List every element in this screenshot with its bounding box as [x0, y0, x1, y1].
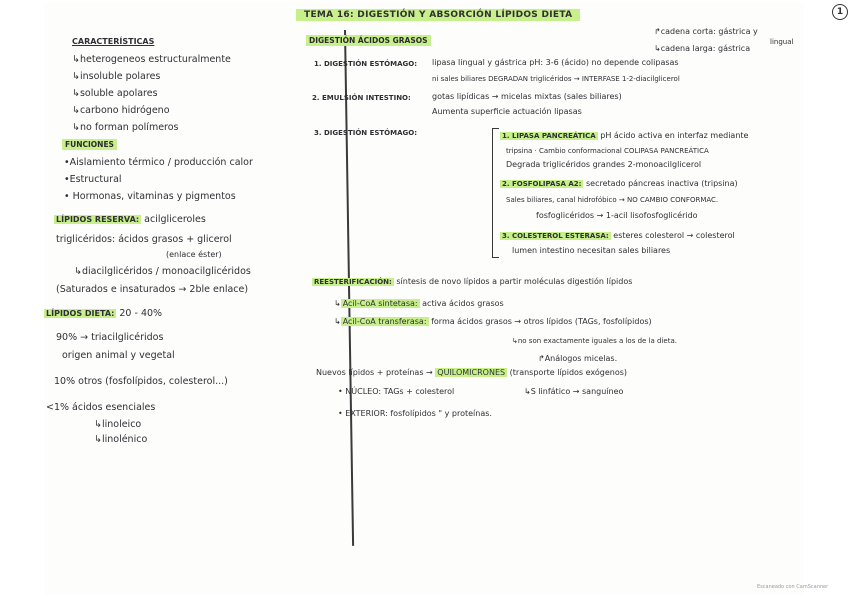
- s3-heading: 3. DIGESTIÓN ESTÓMAGO:: [314, 129, 418, 137]
- funciones-heading: FUNCIONES: [62, 139, 117, 150]
- s2-heading: 2. EMULSIÓN INTESTINO:: [312, 94, 411, 102]
- caracteristica-3: ↳soluble apolares: [72, 88, 158, 99]
- nucleo-line: • NÚCLEO: TAGs + colesterol: [338, 387, 455, 396]
- s2-line-1: gotas lipídicas → micelas mixtas (sales biliares): [432, 92, 622, 101]
- page-title: TEMA 16: DIGESTIÓN Y ABSORCIÓN LÍPIDOS DIETA: [296, 9, 580, 21]
- scanner-watermark: Escaneado con CamScanner: [757, 584, 829, 590]
- reserva-text: acilgliceroles: [144, 214, 206, 225]
- dieta-90: 90% → triacilglicéridos: [56, 332, 164, 343]
- quilomicrones: QUILOMICRONES: [437, 368, 506, 377]
- caracteristica-2: ↳insoluble polares: [72, 71, 161, 82]
- caracteristicas-heading: CARACTERÍSTICAS: [72, 37, 155, 46]
- b3-line-1: 3. COLESTEROL ESTERASA: esteres colesterol → colesterol: [502, 231, 735, 240]
- cadena-larga: ↳cadena larga: gástrica: [654, 44, 751, 53]
- acil-sintetasa-label: Acil-CoA sintetasa:: [342, 299, 418, 308]
- b1-heading: 1. LIPASA PANCREÁTICA: [502, 132, 596, 140]
- caracteristica-1: ↳heterogeneos estructuralmente: [72, 54, 231, 65]
- b2-line-3: fosfoglicéridos → 1-acil lisofosfoglicérido: [536, 211, 698, 220]
- caracteristica-4: ↳carbono hidrógeno: [72, 105, 170, 116]
- s1-line-2: ni sales biliares DEGRADAN triglicéridos → INTERFASE 1-2-diacilglicerol: [432, 75, 680, 83]
- funcion-2: •Estructural: [64, 174, 122, 185]
- b2-line-1: 2. FOSFOLIPASA A2: secretado páncreas inactiva (tripsina): [502, 179, 738, 188]
- trigliceridos-line: triglicéridos: ácidos grasos + glicerol: [56, 234, 232, 245]
- b2-line-2: Sales biliares, canal hidrofóbico → NO CAMBIO CONFORMAC.: [506, 196, 719, 204]
- page-number: 1: [832, 4, 848, 20]
- reserva-line: [54, 214, 206, 226]
- b3-heading: 3. COLESTEROL ESTERASA:: [502, 232, 609, 240]
- exterior-line: • EXTERIOR: fosfolípidos " y proteínas.: [338, 409, 492, 418]
- dieta-line: [44, 308, 162, 320]
- dieta-1: <1% ácidos esenciales: [46, 402, 156, 413]
- b1-line-1: 1. LIPASA PANCREÁTICA pH ácido activa en interfaz mediante: [502, 131, 749, 140]
- cadena-corta-lingual: lingual: [770, 38, 794, 46]
- acil-sintetasa-line: ↳ Acil-CoA sintetasa: activa ácidos grasos: [334, 299, 504, 308]
- analogos-micelas: ↱Análogos micelas.: [538, 354, 618, 363]
- caracteristica-5: ↳no forman polímeros: [72, 122, 179, 133]
- dieta-pct: 20 - 40%: [119, 308, 163, 319]
- cadena-corta: ↱cadena corta: gástrica y: [654, 27, 758, 36]
- s3-bracket: [492, 128, 499, 258]
- b3-line-2: lumen intestino necesitan sales biliares: [512, 246, 671, 255]
- notes-page: [44, 2, 844, 594]
- linfatico-line: ↳S linfático → sanguíneo: [524, 387, 624, 396]
- diacilgliceridos: ↳diacilglicéridos / monoacilglicéridos: [74, 266, 251, 277]
- reest-line: REESTERIFICACIÓN: síntesis de novo lípidos a partir moléculas digestión lípidos: [314, 277, 633, 286]
- acil-transferasa-line: ↳ Acil-CoA transferasa: forma ácidos grasos → otros lípidos (TAGs, fosfolípidos): [334, 317, 652, 326]
- reest-heading: REESTERIFICACIÓN:: [314, 278, 392, 286]
- enlace-ester: (enlace éster): [166, 250, 222, 259]
- dieta-10: 10% otros (fosfolípidos, colesterol...): [54, 376, 228, 387]
- dieta-origen: origen animal y vegetal: [62, 350, 175, 361]
- b1-line-2: tripsina · Cambio conformacional COLIPASA PANCREÁTICA: [506, 147, 709, 155]
- nuevos-lipidos-line: Nuevos lípidos + proteínas → QUILOMICRONES (transporte lípidos exógenos): [316, 368, 628, 377]
- reserva-heading: LÍPIDOS RESERVA:: [56, 215, 140, 224]
- acil-transferasa-note: ↳no son exactamente iguales a los de la dieta.: [512, 337, 677, 345]
- s2-line-2: Aumenta superficie actuación lipasas: [432, 107, 582, 116]
- s1-line-1: lipasa lingual y gástrica pH: 3-6 (ácido) no depende colipasas: [432, 58, 679, 67]
- funcion-1: •Aislamiento térmico / producción calor: [64, 157, 253, 168]
- b2-heading: 2. FOSFOLIPASA A2:: [502, 180, 582, 188]
- saturados-line: (Saturados e insaturados → 2ble enlace): [56, 284, 249, 295]
- funcion-3: • Hormonas, vitaminas y pigmentos: [64, 191, 236, 202]
- b1-line-3: Degrada triglicéridos grandes 2-monoacilglicerol: [506, 160, 702, 169]
- dieta-heading: LÍPIDOS DIETA:: [46, 309, 115, 318]
- linolenico: ↳linolénico: [94, 434, 148, 445]
- digestion-heading: DIGESTIÓN ÁCIDOS GRASOS: [306, 35, 431, 46]
- linoleico: ↳linoleico: [94, 419, 142, 430]
- s1-heading: 1. DIGESTIÓN ESTÓMAGO:: [314, 60, 418, 68]
- acil-transferasa-label: Acil-CoA transferasa:: [342, 317, 427, 326]
